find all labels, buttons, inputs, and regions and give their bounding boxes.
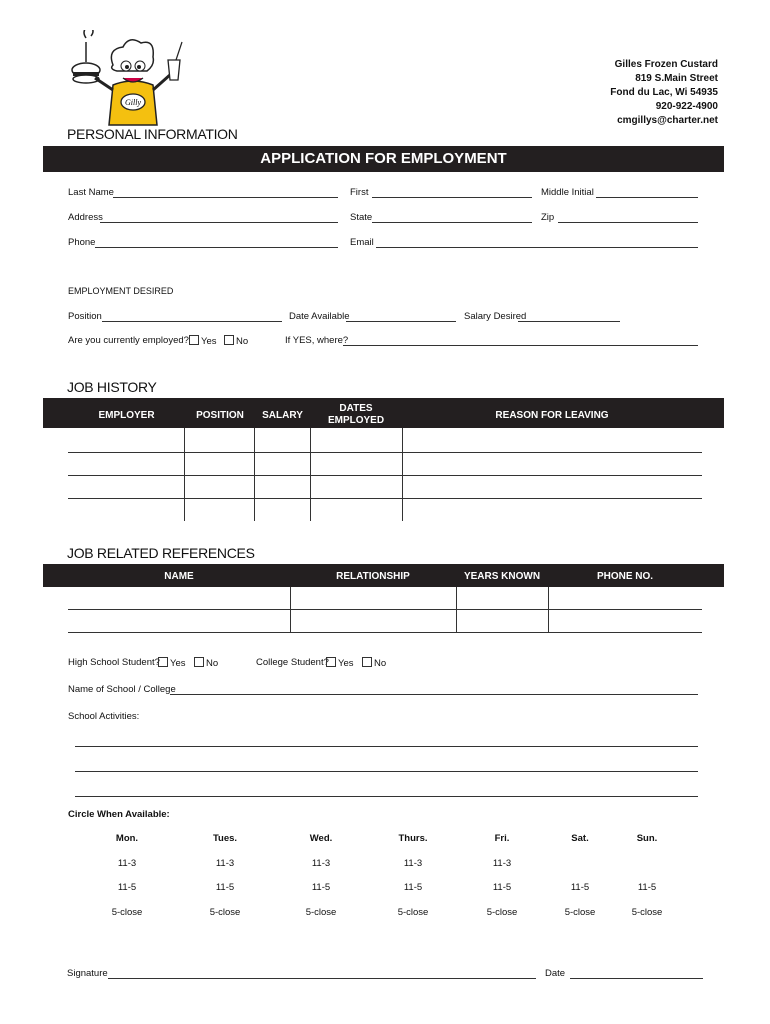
where-input[interactable]: [343, 345, 698, 346]
address-input[interactable]: [100, 222, 338, 223]
where-label: If YES, where?: [285, 335, 349, 346]
time-slot[interactable]: 11-3: [215, 858, 235, 869]
company-city: Fond du Lac, Wi 54935: [610, 87, 718, 98]
hs-student-label: High School Student?: [68, 657, 160, 668]
time-slot[interactable]: 11-3: [311, 858, 331, 869]
time-slot[interactable]: 11-5: [492, 882, 512, 893]
hs-yes-checkbox[interactable]: [158, 657, 168, 667]
position-input[interactable]: [102, 321, 282, 322]
salary-desired-label: Salary Desired: [464, 311, 527, 322]
zip-input[interactable]: [558, 222, 698, 223]
employment-desired-heading: EMPLOYMENT DESIRED: [68, 286, 174, 296]
job-col-divider: [402, 428, 403, 521]
col-position: POSITION: [196, 410, 244, 421]
company-street: 819 S.Main Street: [635, 73, 718, 84]
availability-heading: Circle When Available:: [68, 809, 170, 820]
currently-employed-no[interactable]: [224, 335, 248, 347]
date-label: Date: [545, 968, 566, 979]
salary-desired-input[interactable]: [518, 321, 620, 322]
col-years-known: YEARS KNOWN: [463, 571, 541, 582]
zip-label: Zip: [541, 212, 555, 223]
job-history-heading: JOB HISTORY: [67, 379, 157, 395]
time-slot[interactable]: 11-5: [403, 882, 423, 893]
email-label: Email: [350, 237, 374, 248]
signature-input[interactable]: [108, 978, 536, 979]
date-available-input[interactable]: [346, 321, 456, 322]
references-heading: JOB RELATED REFERENCES: [67, 545, 255, 561]
day-header: Sun.: [636, 833, 658, 844]
hs-no[interactable]: [194, 657, 218, 669]
signature-label: Signature: [67, 968, 108, 979]
col-relationship: RELATIONSHIP: [336, 571, 410, 582]
date-input[interactable]: [570, 978, 703, 979]
time-slot[interactable]: 11-3: [117, 858, 137, 869]
hs-no-checkbox[interactable]: [194, 657, 204, 667]
ref-col-divider: [548, 587, 549, 632]
time-slot[interactable]: 5-close: [397, 907, 429, 918]
yes-checkbox[interactable]: [189, 335, 199, 345]
date-available-label: Date Available: [289, 311, 350, 322]
no-label: No: [236, 336, 249, 347]
activities-line-2[interactable]: [75, 771, 698, 772]
job-col-divider: [310, 428, 311, 521]
day-header: Mon.: [115, 833, 139, 844]
col-reason: REASON FOR LEAVING: [495, 410, 609, 421]
time-slot[interactable]: 5-close: [111, 907, 143, 918]
col-salary: SALARY: [262, 410, 303, 421]
form-title: APPLICATION FOR EMPLOYMENT: [260, 150, 507, 167]
phone-label: Phone: [68, 237, 96, 248]
reference-row-1[interactable]: [68, 609, 702, 610]
currently-employed-label: Are you currently employed?: [68, 335, 189, 346]
col-employer: EMPLOYER: [98, 410, 155, 421]
phone-input[interactable]: [95, 247, 338, 248]
col-ref-name: NAME: [164, 571, 194, 582]
hs-no-label: No: [206, 658, 219, 669]
college-yes-label: Yes: [338, 658, 354, 669]
time-slot[interactable]: 11-5: [311, 882, 331, 893]
college-yes-checkbox[interactable]: [326, 657, 336, 667]
college-student-label: College Student?: [256, 657, 329, 668]
hs-yes-label: Yes: [170, 658, 186, 669]
job-col-divider: [184, 428, 185, 521]
college-no-label: No: [374, 658, 387, 669]
time-slot[interactable]: 11-5: [570, 882, 590, 893]
yes-label: Yes: [201, 336, 217, 347]
time-slot[interactable]: 5-close: [564, 907, 596, 918]
time-slot[interactable]: 5-close: [209, 907, 241, 918]
first-name-label: First: [350, 187, 369, 198]
currently-employed-yes[interactable]: [189, 335, 217, 347]
day-header: Wed.: [309, 833, 333, 844]
address-label: Address: [68, 212, 103, 223]
col-dates-employed: DATES EMPLOYED: [327, 403, 385, 426]
school-name-label: Name of School / College: [68, 684, 176, 695]
middle-initial-input[interactable]: [596, 197, 698, 198]
company-address: [610, 58, 718, 128]
job-col-divider: [254, 428, 255, 521]
college-yes[interactable]: [326, 657, 354, 669]
school-activities-label: School Activities:: [68, 711, 140, 722]
time-slot[interactable]: 11-3: [492, 858, 512, 869]
personal-info-heading: PERSONAL INFORMATION: [67, 126, 238, 142]
hs-yes[interactable]: [158, 657, 186, 669]
company-name: Gilles Frozen Custard: [614, 59, 718, 70]
email-input[interactable]: [376, 247, 698, 248]
position-label: Position: [68, 311, 102, 322]
time-slot[interactable]: 5-close: [631, 907, 663, 918]
middle-initial-label: Middle Initial: [541, 187, 594, 198]
day-header: Thurs.: [398, 833, 428, 844]
job-row-3[interactable]: [68, 498, 702, 499]
activities-line-3[interactable]: [75, 796, 698, 797]
college-no[interactable]: [362, 657, 386, 669]
day-header: Sat.: [571, 833, 589, 844]
day-header: Fri.: [494, 833, 510, 844]
company-email: cmgillys@charter.net: [617, 115, 718, 126]
time-slot[interactable]: 11-5: [637, 882, 657, 893]
ref-col-divider: [456, 587, 457, 632]
gillys-mascot-logo: [68, 30, 198, 130]
job-row-1[interactable]: [68, 452, 702, 453]
school-name-input[interactable]: [170, 694, 698, 695]
ref-col-divider: [290, 587, 291, 632]
state-input[interactable]: [372, 222, 532, 223]
last-name-input[interactable]: [113, 197, 338, 198]
time-slot[interactable]: 5-close: [486, 907, 518, 918]
reference-row-2[interactable]: [68, 632, 702, 633]
job-row-2[interactable]: [68, 475, 702, 476]
college-no-checkbox[interactable]: [362, 657, 372, 667]
time-slot[interactable]: 5-close: [305, 907, 337, 918]
time-slot[interactable]: 11-5: [117, 882, 137, 893]
time-slot[interactable]: 11-5: [215, 882, 235, 893]
company-phone: 920-922-4900: [655, 101, 718, 112]
col-phone-no: PHONE NO.: [596, 571, 654, 582]
no-checkbox[interactable]: [224, 335, 234, 345]
state-label: State: [350, 212, 373, 223]
day-header: Tues.: [212, 833, 238, 844]
svg-text:Gilly: Gilly: [125, 98, 141, 107]
activities-line-1[interactable]: [75, 746, 698, 747]
time-slot[interactable]: 11-3: [403, 858, 423, 869]
first-name-input[interactable]: [372, 197, 532, 198]
last-name-label: Last Name: [68, 187, 114, 198]
